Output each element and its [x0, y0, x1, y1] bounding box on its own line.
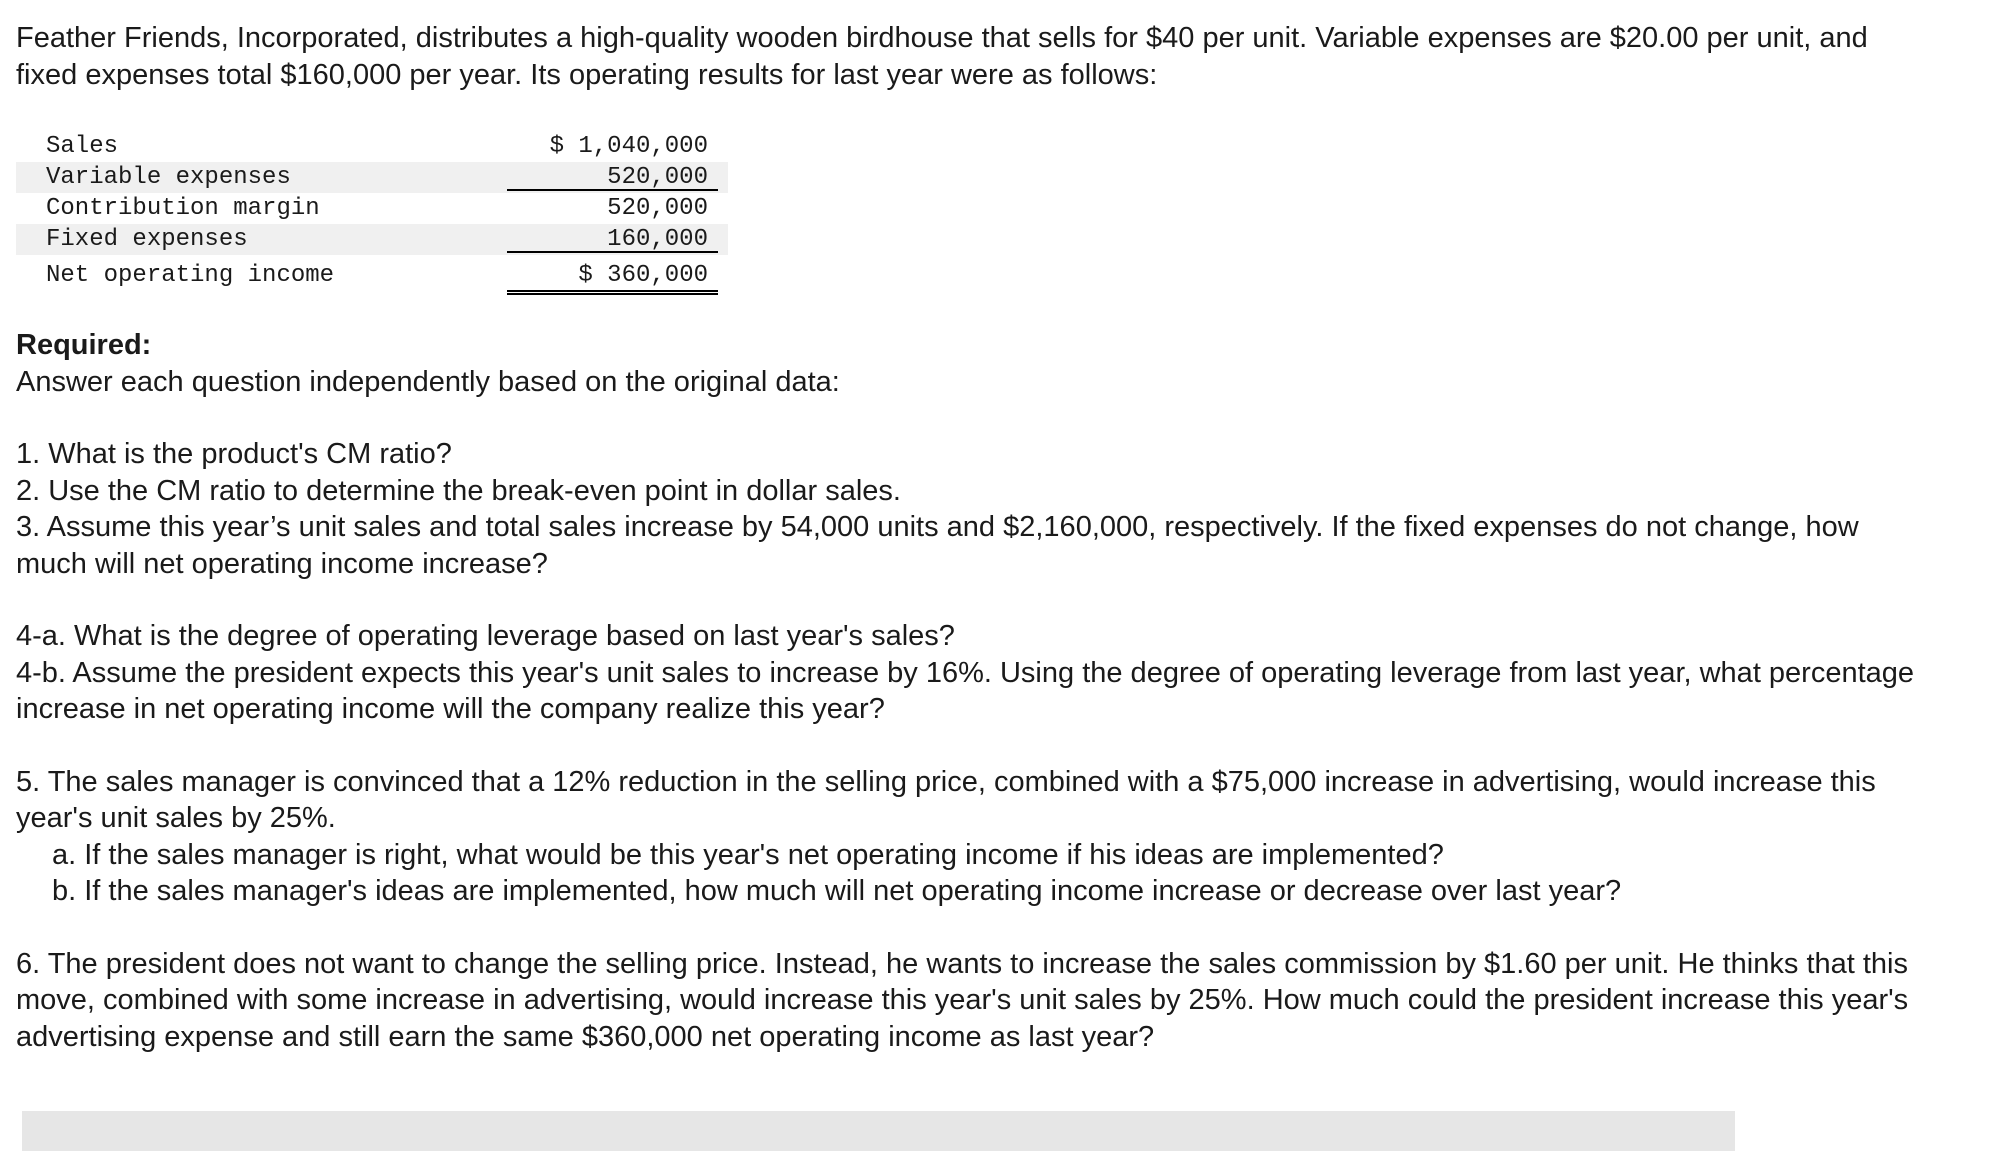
statement-value: 160,000	[507, 224, 718, 253]
questions-group-1	[16, 436, 1936, 582]
required-instruction: Answer each question independently based on the original data:	[16, 365, 840, 398]
questions-group-5	[16, 764, 1936, 910]
question-3: 3. Assume this year’s unit sales and total sales increase by 54,000 units and $2,160,000, respectively. If the fixed expenses do not change, how much will net operating income increase?	[16, 511, 1859, 580]
statement-label: Net operating income	[46, 262, 335, 289]
statement-row-net-operating-income	[16, 255, 728, 293]
statement-value: 520,000	[607, 195, 708, 222]
statement-value: $ 360,000	[507, 255, 718, 295]
statement-label: Contribution margin	[46, 195, 320, 222]
answer-panel-header[interactable]	[22, 1111, 1735, 1151]
question-5: 5. The sales manager is convinced that a 12% reduction in the selling price, combined with a $75,000 increase in advertising, would increase this year's unit sales by 25%.	[16, 765, 1876, 834]
statement-value: $ 1,040,000	[549, 133, 708, 160]
statement-label: Variable expenses	[46, 164, 291, 191]
question-5a: a. If the sales manager is right, what would be this year's net operating income if his ideas are implemented?	[52, 838, 1444, 871]
question-5b: b. If the sales manager's ideas are implemented, how much will net operating income increase or decrease over last year?	[52, 875, 1622, 907]
statement-row-variable-expenses	[16, 162, 728, 193]
statement-label: Sales	[46, 133, 119, 160]
statement-row-contribution-margin	[16, 193, 728, 224]
problem-content	[16, 20, 1936, 1055]
required-heading: Required:	[16, 329, 152, 361]
statement-row-fixed-expenses	[16, 224, 728, 255]
income-statement	[16, 131, 728, 293]
questions-group-4	[16, 618, 1936, 728]
statement-row-sales	[16, 131, 728, 162]
statement-value: 520,000	[507, 162, 718, 191]
intro-paragraph: Feather Friends, Incorporated, distributes a high-quality wooden birdhouse that sells for $40 per unit. Variable expenses are $20.00 per unit, and fixed expenses total $160,000 per year. Its operating results for last year were as follows:	[16, 22, 1868, 91]
question-4b: 4-b. Assume the president expects this year's unit sales to increase by 16%. Using the degree of operating leverage from last year, what percentage increase in net operating income will the company realize this year?	[16, 656, 1915, 725]
statement-label: Fixed expenses	[46, 226, 248, 253]
question-2: 2. Use the CM ratio to determine the break-even point in dollar sales.	[16, 474, 901, 507]
questions-group-6	[16, 946, 1936, 1056]
question-1: 1. What is the product's CM ratio?	[16, 438, 452, 470]
question-6: 6. The president does not want to change the selling price. Instead, he wants to increase the sales commission by $1.60 per unit. He thinks that this move, combined with some increase in advertising, would increase this year's unit sales by 25%. How much could the president increase this year's advertising expense and still earn the same $360,000 net operating income as last year?	[16, 947, 1909, 1053]
question-4a: 4-a. What is the degree of operating leverage based on last year's sales?	[16, 620, 955, 652]
